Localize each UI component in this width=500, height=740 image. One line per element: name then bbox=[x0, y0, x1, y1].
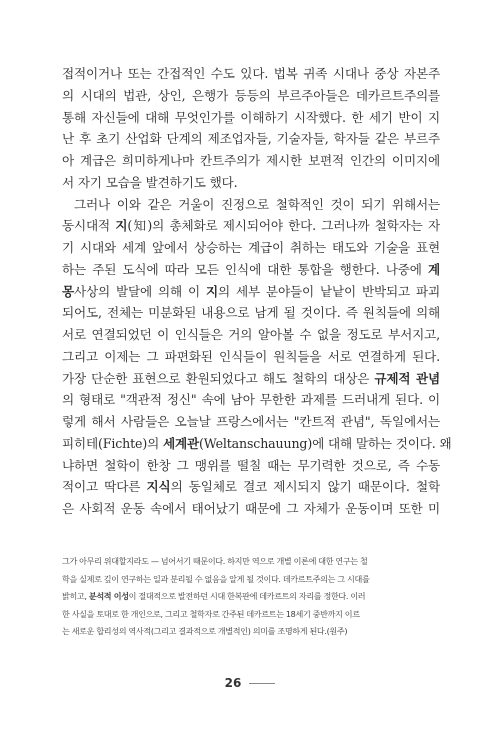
text-line bbox=[62, 433, 452, 455]
text-line: 냐하면 철학이 한창 그 맹위를 떨칠 때는 무기력한 것으로, 즉 수동 bbox=[62, 457, 440, 473]
footnote-line: 한 사실을 토대로 한 개인으로, 그리고 철학자로 간주된 데카르트는 18세기 중반까지 이르 bbox=[62, 608, 360, 619]
page-number-text: 26 bbox=[224, 676, 242, 690]
text-run: 이 절대적으로 발전하던 시대 한복판에 데카르트의 자리를 정한다. 이러 bbox=[128, 591, 366, 602]
text-run: 하는 주된 도식에 따라 모든 인식에 대한 통합을 행한다. 나중에 bbox=[62, 261, 428, 277]
footnote-line: 그가 아무리 위대할지라도 — 넘어서기 때문이다. 하지만 역으로 개별 이론에 대한 연구는 철 bbox=[62, 556, 368, 566]
text-line: 서 자기 모습을 발견하기도 했다. bbox=[62, 174, 238, 190]
text-line: 의 시대의 법관, 상인, 은행가 등등의 부르주아들은 데카르트주의를 bbox=[62, 87, 440, 103]
text-run: 동시대적 bbox=[62, 218, 116, 234]
footnote-line bbox=[62, 588, 434, 606]
bold-term: 세계관 bbox=[163, 435, 200, 451]
text-line bbox=[62, 281, 440, 303]
text-line: 통해 자신들에 대해 무엇인가를 이해하기 시작했다. 한 세기 반이 지 bbox=[62, 109, 440, 125]
text-line: 되어도, 전체는 미분화된 내용으로 남게 될 것이다. 즉 원칙들에 의해 bbox=[62, 305, 440, 321]
text-line: 은 사회적 운동 속에서 태어났기 때문에 그 자체가 운동이며 또한 미 bbox=[62, 501, 440, 516]
main-text bbox=[62, 63, 452, 520]
bold-term: 분석적 이성 bbox=[88, 591, 129, 602]
text-run: (Weltanschauung)에 대해 말하는 것이다. 왜 bbox=[199, 435, 452, 451]
text-line bbox=[62, 368, 440, 390]
bold-term: 지 bbox=[115, 218, 128, 234]
text-line bbox=[62, 215, 440, 237]
text-line bbox=[62, 476, 440, 498]
text-run: 밝히고, bbox=[62, 591, 89, 602]
bold-term: 규제적 관념 bbox=[374, 370, 440, 386]
text-run: 의 동일체로 결코 제시되지 않기 때문이다. 철학 bbox=[170, 479, 440, 495]
text-run: 가장 단순한 표현으로 환원되었다고 해도 철학의 대상은 bbox=[62, 370, 375, 386]
bold-term: 계 bbox=[427, 261, 440, 277]
bold-term: 지 bbox=[205, 283, 218, 299]
text-line: 의 형태로 "객관적 정신" 속에 남아 무한한 과제를 드러내게 된다. 이 bbox=[62, 392, 440, 408]
text-run: 의 세부 분야들이 낱낱이 반박되고 파괴 bbox=[217, 283, 440, 299]
text-run: 사상의 발달에 의해 이 bbox=[74, 283, 206, 299]
text-run: 적이고 딱다른 bbox=[62, 479, 147, 495]
text-line: 그리고 이제는 그 파편화된 인식들이 원칙들을 서로 연결하게 된다. bbox=[62, 348, 440, 364]
text-line: 접적이거나 또는 간접적인 수도 있다. 법복 귀족 시대나 중상 자본주 bbox=[62, 66, 440, 81]
text-line: 서로 연결되었던 이 인식들은 거의 알아볼 수 없을 정도로 부서지고, bbox=[62, 327, 440, 342]
bold-term: 지식 bbox=[146, 479, 171, 495]
text-line: 그러나 이와 같은 거울이 진정으로 철학적인 것이 되기 위해서는 bbox=[74, 196, 440, 212]
text-line: 기 시대와 세계 앞에서 상승하는 계급이 취하는 태도와 기술을 표현 bbox=[62, 240, 440, 255]
page-number-rule bbox=[249, 683, 275, 684]
text-line bbox=[62, 259, 440, 281]
text-run: 피히테(Fichte)의 bbox=[62, 435, 163, 451]
page-number bbox=[0, 676, 500, 690]
bold-term: 몽 bbox=[62, 283, 75, 299]
text-line: 아 계급은 희미하게나마 칸트주의가 제시한 보편적 인간의 이미지에 bbox=[62, 153, 440, 168]
text-run: (知)의 총체화로 제시되어야 한다. 그러나까 철학자는 자 bbox=[127, 218, 440, 234]
text-line: 난 후 초기 산업화 단계의 제조업자들, 기술자들, 학자들 같은 부르주 bbox=[62, 131, 440, 147]
text-line: 렇게 해서 사람들은 오늘날 프랑스에서는 "칸트적 관념", 독일에서는 bbox=[62, 414, 440, 429]
footnote bbox=[62, 553, 434, 641]
footnote-line: 학을 실제로 깊이 연구하는 일과 분리될 수 없음을 알게 될 것이다. 데카르트주의는 그 시대를 bbox=[62, 573, 370, 584]
footnote-line: 는 새로운 합리성의 역사적(그리고 결과적으로 개별적인) 의미를 조명하게 된다.(원주) bbox=[62, 626, 348, 637]
